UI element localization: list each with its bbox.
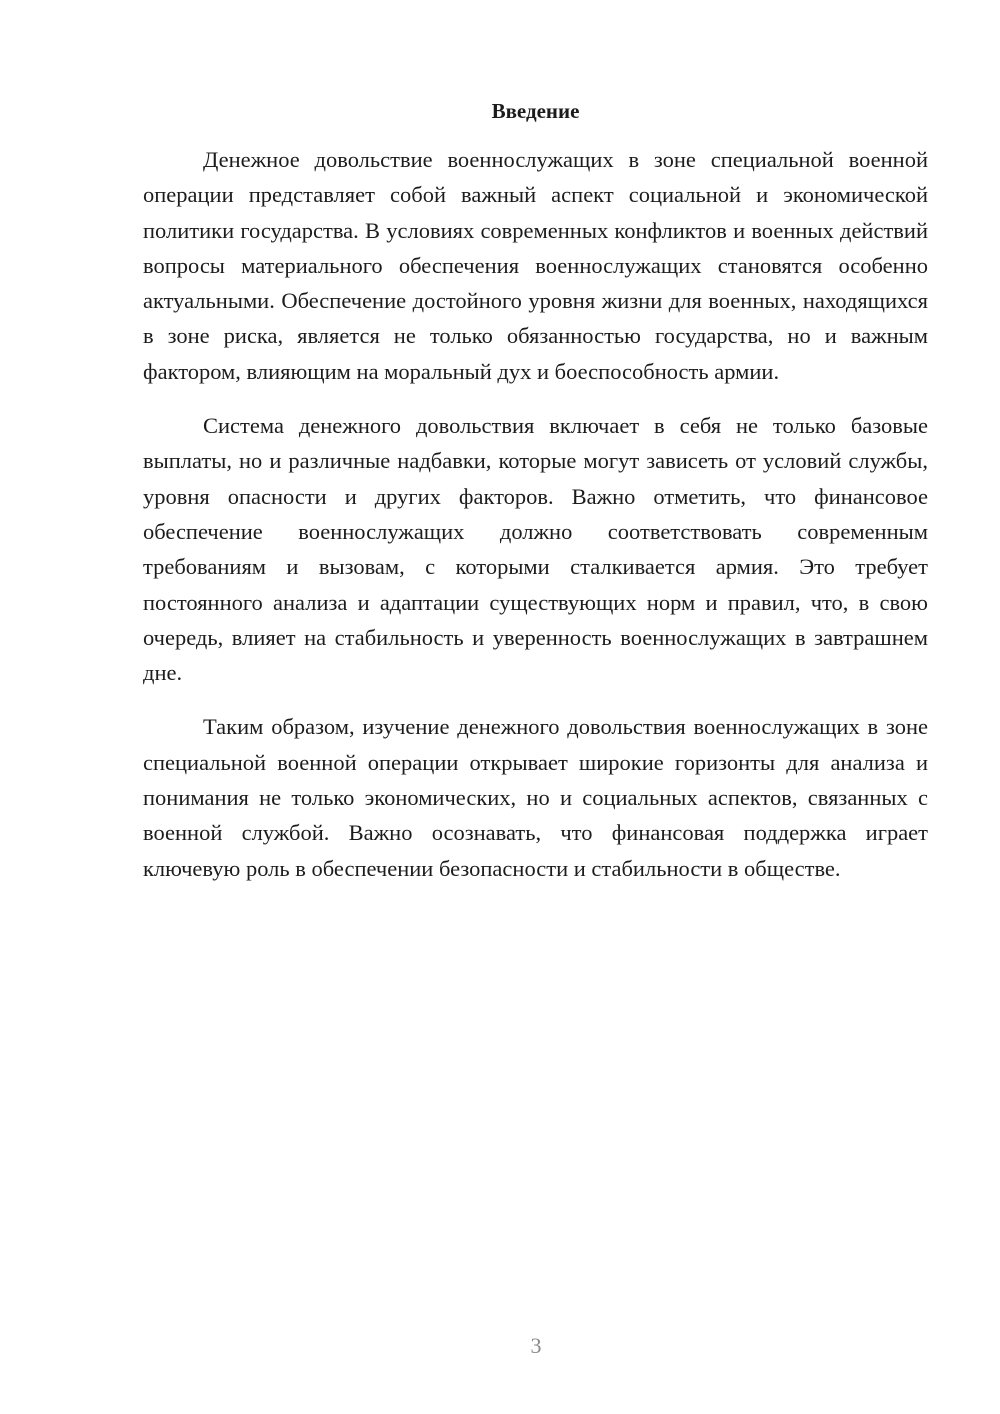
section-title: Введение (491, 99, 580, 123)
page-content (143, 96, 928, 886)
page-number: 3 (530, 1333, 542, 1358)
paragraph-3: Таким образом, изучение денежного довольствия военнослужащих в зоне специальной военной операции открывает широкие горизонты для анализа и понимания не только экономических, но и социальных аспектов, связанных с военной службой. Важно осознавать, что финансовая поддержка играет ключевую роль в обеспечении безопасности и стабильности в обществе. (143, 714, 928, 881)
paragraph-2: Система денежного довольствия включает в себя не только базовые выплаты, но и различные надбавки, которые могут зависеть от условий службы, уровня опасности и других факторов. Важно отметить, что финансовое обеспечение военнослужащих должно соответствовать современным требованиям и вызовам, с которыми сталкивается армия. Это требует постоянного анализа и адаптации существующих норм и правил, что, в свою очередь, влияет на стабильность и уверенность военнослужащих в завтрашнем дне. (143, 413, 928, 686)
paragraph-1: Денежное довольствие военнослужащих в зоне специальной военной операции представляет собой важный аспект социальной и экономической политики государства. В условиях современных конфликтов и военных действий вопросы материального обеспечения военнослужащих становятся особенно актуальными. Обеспечение достойного уровня жизни для военных, находящихся в зоне риска, является не только обязанностью государства, но и важным фактором, влияющим на моральный дух и боеспособность армии. (143, 147, 928, 384)
